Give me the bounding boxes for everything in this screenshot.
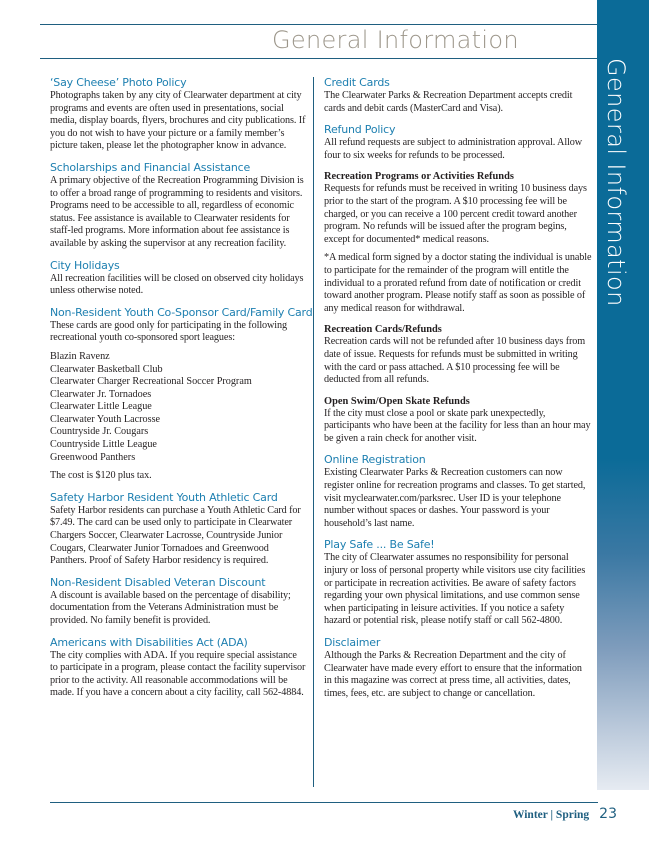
section-body: Existing Clearwater Parks & Recreation customers can now register online for recreation programs and classes. To get started, visit myclearwater.com/parksrec. User ID is your telephone number without spaces or dashes. Your password is your household’s last name. [324,467,586,529]
section-body: All refund requests are subject to administration approval. Allow four to six weeks for refunds to be processed. [324,137,583,161]
header-rule-bottom [40,58,597,59]
section-ada [50,636,306,700]
section-body: The city complies with ADA. If you require special assistance to participate in a program, please contact the facility supervisor prior to the activity. All reasonable accommodations will be made. If you have a concern about a city facility, call 562-4884. [50,649,306,699]
section-refund-policy [324,123,592,162]
league-item: Clearwater Basketball Club [50,363,163,375]
section-heading: Non-Resident Youth Co-Sponsor Card/Family Card [50,305,313,319]
section-credit-cards [324,76,592,115]
section-body: The city of Clearwater assumes no responsibility for personal injury or loss of personal property while visitors use city facilities or participate in recreation activities. Be aware of safety factors regarding your own physical limitations, and use common sense when participating in leisure activities. If you notice a safety hazard or potential risk, please notify staff or call 562-4800. [324,552,586,627]
section-body: The Clearwater Parks & Recreation Department accepts credit cards and debit cards (MasterCard and Visa). [324,90,573,114]
section-subheading: Recreation Programs or Activities Refunds [324,171,514,183]
page-title: General Information [272,26,519,54]
section-online-registration [324,453,592,530]
league-item: Countryside Jr. Cougars [50,426,149,438]
section-veteran-discount [50,576,306,628]
section-heading: Refund Policy [324,123,396,137]
section-heading: ‘Say Cheese’ Photo Policy [50,76,187,89]
footer-season: Winter | Spring [512,809,590,821]
section-swim-skate-refunds [324,395,592,446]
section-body: A primary objective of the Recreation Programming Division is to offer a broad range of programming to residents and visitors. Programs need to be accessible to all, regardless of economic status. Fee assistance is available to Clearwater residents for staff-led programs. More information about fee assistance is available by asking the supervisor at any recreation facility. [50,174,304,249]
section-body: Although the Parks & Recreation Department and the city of Clearwater have made every effort to ensure that the information in this magazine was correct at press time, all activities, dates, times, fees, etc. are subject to change or cancellation. [324,650,582,699]
section-heading: Scholarships and Financial Assistance [50,160,251,174]
section-body: All recreation facilities will be closed on observed city holidays unless otherwise noted. [50,272,304,297]
section-city-holidays [50,259,306,298]
league-list [50,351,306,464]
section-body: If the city must close a pool or skate park unexpectedly, participants who have been at the facility for less than an hour may be given a rain check for another visit. [324,407,591,444]
right-column [324,76,592,708]
section-heading: Non-Resident Disabled Veteran Discount [50,575,266,589]
section-heading: Play Safe ... Be Safe! [324,538,435,552]
section-body: Safety Harbor residents can purchase a Youth Athletic Card for $7.49. The card can be used only to participate in Clearwater Chargers Soccer, Clearwater Lacrosse, Countryside Junior Cougars, Clearwater Junior Tornadoes and Greenwood Panthers. Proof of Safety Harbor residency is required. [50,504,301,567]
medical-note: *A medical form signed by a doctor stating the individual is unable to participate for the remainder of the program will entitle the individual to a prorated refund from date of notification or credit toward another program. Please notify staff as soon as possible of any medical reason for withdrawal. [324,252,592,314]
page-number: 23 [599,806,617,822]
section-body: Recreation cards will not be refunded after 10 business days from date of issue. Requests for refunds must be submitted in writing with the card or pass attached. A $10 processing fee will be deducted from all refunds. [324,336,586,386]
section-heading: Safety Harbor Resident Youth Athletic Card [50,490,278,504]
left-column [50,76,313,708]
section-play-safe [324,538,592,628]
section-body: Photographs taken by any city of Clearwater department at city programs and events are often used in presentations, social media, display boards, flyers, brochures and city publications. If you do not wish to have your picture or a family member’s picture taken, please let the photographer know in advance. [50,90,306,152]
page-footer [513,806,617,822]
league-item: Clearwater Youth Lacrosse [50,413,161,425]
section-safety-harbor-card [50,491,306,568]
section-photo-policy [50,76,306,153]
league-item: Clearwater Little League [50,401,152,413]
section-body: These cards are good only for participating in the following recreational youth co-sponsored sport leagues: [50,319,288,344]
section-heading: Online Registration [324,453,426,467]
section-heading: Credit Cards [324,76,390,89]
section-body: Requests for refunds must be received in writing 10 business days prior to the start of the program. A $10 processing fee will be charged, or you can receive a 100 percent credit toward another program. No refunds will be issued after the program begins, except for documented* medical reasons. [324,183,587,245]
league-item: Blazin Ravenz [50,350,110,362]
section-heading: Disclaimer [324,636,381,649]
section-program-refunds [324,170,592,315]
card-cost: The cost is $120 plus tax. [50,470,152,482]
section-body: A discount is available based on the percentage of disability; documentation from the Veterans Administration must be provided. No family benefit is provided. [50,589,291,626]
sidebar-label: General Information [602,58,630,307]
league-item: Greenwood Panthers [50,451,136,463]
section-heading: Americans with Disabilities Act (ADA) [50,635,248,649]
column-divider [313,77,314,787]
league-item: Clearwater Charger Recreational Soccer Program [50,376,252,388]
section-subheading: Open Swim/Open Skate Refunds [324,395,470,407]
footer-rule [50,802,598,803]
section-heading: City Holidays [50,258,120,272]
section-disclaimer [324,636,592,700]
league-item: Countryside Little League [50,439,157,451]
section-scholarships [50,161,306,251]
header-rule-top [40,24,597,25]
league-item: Clearwater Jr. Tornadoes [50,388,152,400]
section-card-refunds [324,323,592,386]
section-subheading: Recreation Cards/Refunds [324,324,442,336]
section-co-sponsor-card [50,305,313,483]
